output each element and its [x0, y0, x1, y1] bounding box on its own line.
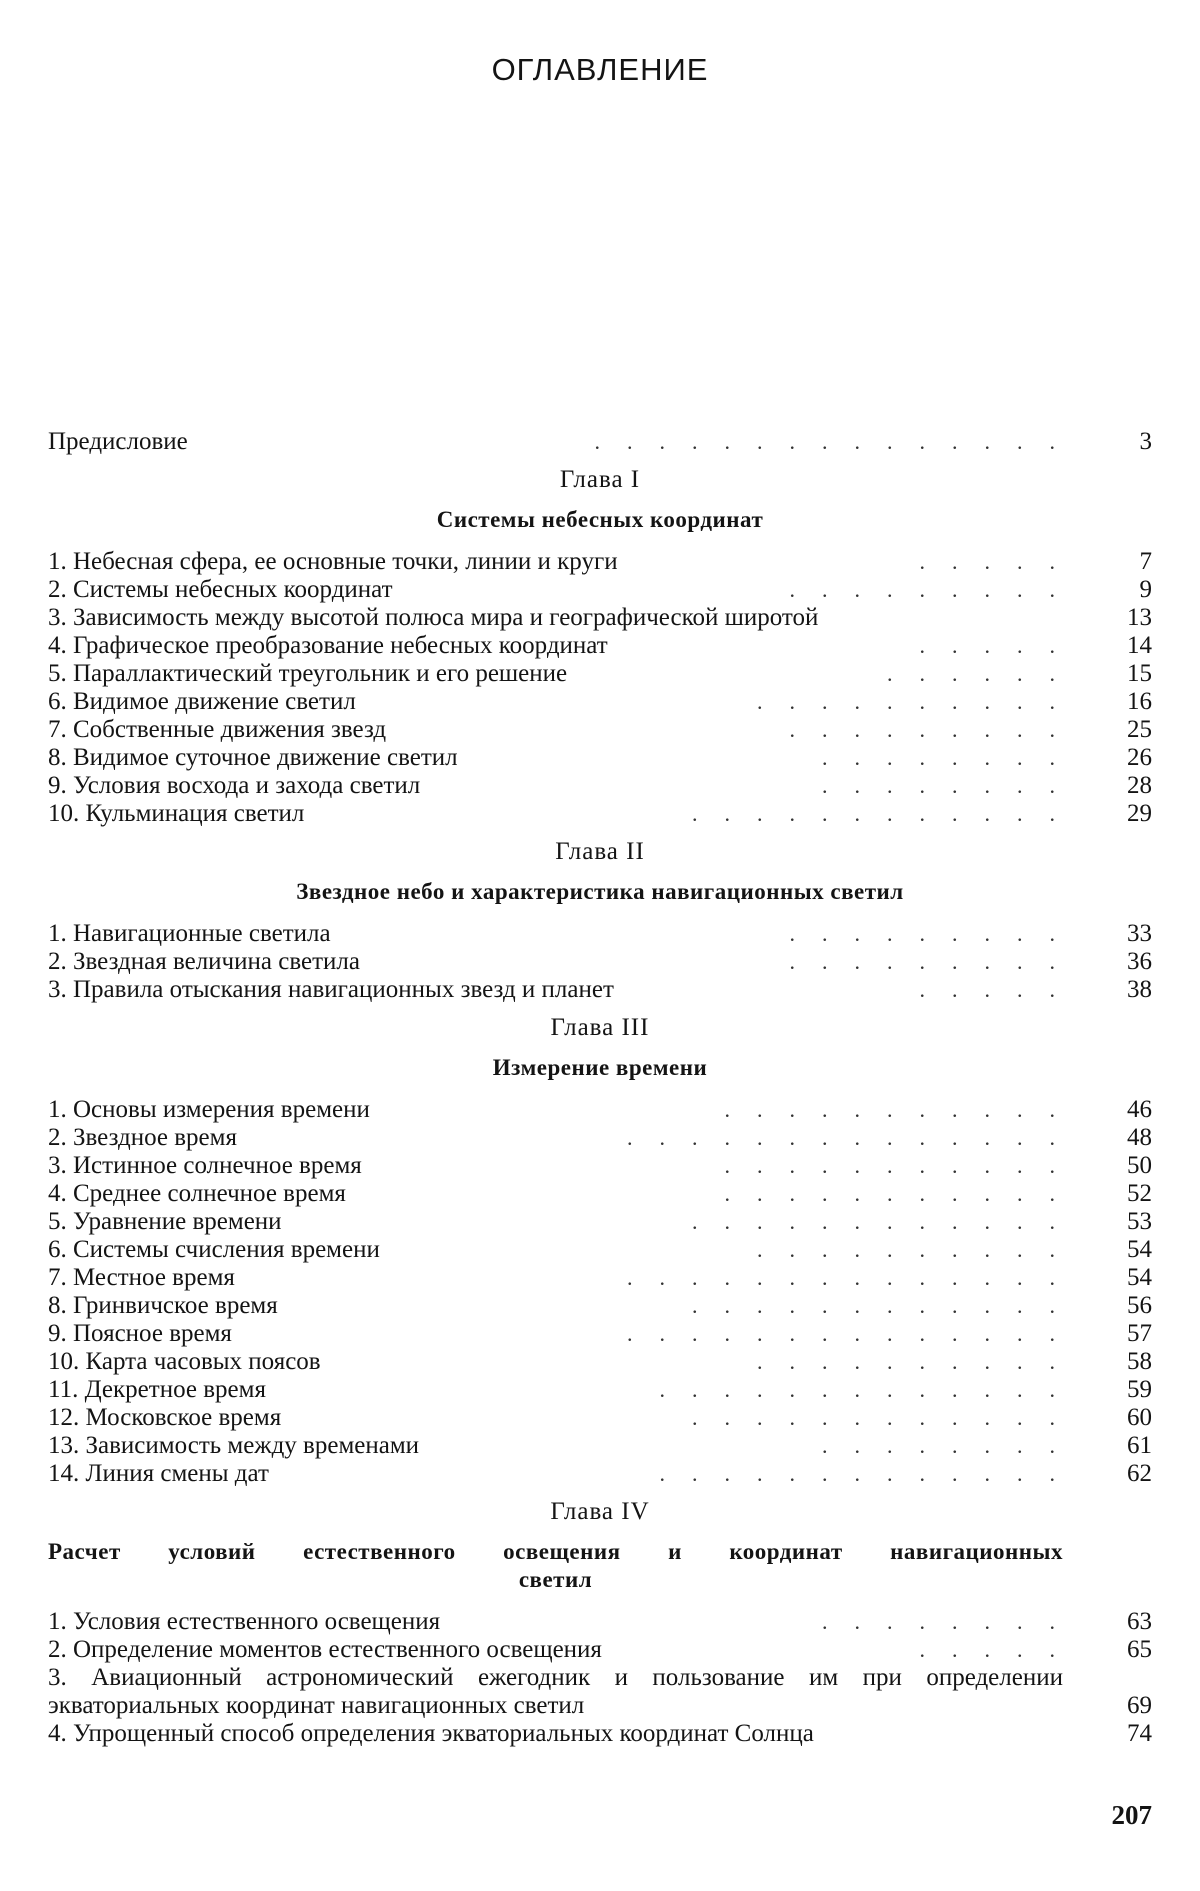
toc-entry: 10. Кульминация светил ............ 29: [48, 800, 1152, 827]
dot-leader: .....: [919, 1637, 1082, 1662]
dot-leader: ............: [692, 1405, 1082, 1430]
dot-leader: .....: [919, 549, 1082, 574]
chapter-title-1: Системы небесных координат: [436, 507, 764, 532]
toc-entry-label: Предисловие: [48, 428, 188, 455]
dot-leader: ........: [822, 1433, 1082, 1458]
toc-entry: 5. Параллактический треугольник и его решение ...... 15: [48, 660, 1152, 687]
page-title: ОГЛАВЛЕНИЕ: [491, 52, 709, 87]
dot-leader: ..........: [757, 1237, 1082, 1262]
dot-leader: .........: [789, 577, 1082, 602]
dot-leader: ........: [822, 773, 1082, 798]
toc-entry: 1. Навигационные светила ......... 33: [48, 920, 1152, 947]
toc-entry: 13. Зависимость между временами ........ 61: [48, 1432, 1152, 1459]
toc-entry: 3. Зависимость между высотой полюса мира и географической широтой 13: [48, 604, 1152, 631]
toc-entry: 4. Графическое преобразование небесных координат ..... 14: [48, 632, 1152, 659]
chapter-title-4-line2: светил: [518, 1567, 593, 1592]
toc-entry: 12. Московское время ............ 60: [48, 1404, 1152, 1431]
dot-leader: ........: [822, 1609, 1082, 1634]
dot-leader: ...........: [724, 1153, 1082, 1178]
chapter-title-3: Измерение времени: [492, 1055, 708, 1080]
dot-leader: ............: [692, 1209, 1082, 1234]
chapter-2-entries: [48, 920, 1152, 1004]
dot-leader: .........: [789, 717, 1082, 742]
dot-leader: .........: [789, 921, 1082, 946]
toc-entry: 3. Авиационный астрономический ежегодник и пользование им при определении экваториальных координат навигационных светил 69: [48, 1664, 1152, 1719]
chapter-1-entries: [48, 548, 1152, 828]
chapter-title-4-line1: Расчет условий естественного освещения и координат навигационных: [48, 1539, 1063, 1564]
toc-entry: 14. Линия смены дат ............. 62: [48, 1460, 1152, 1487]
chapter-4-entries: [48, 1608, 1152, 1748]
toc-entry: 6. Системы счисления времени .......... 54: [48, 1236, 1152, 1263]
toc-entry: 1. Небесная сфера, ее основные точки, линии и круги ..... 7: [48, 548, 1152, 575]
dot-leader: ..............: [627, 1265, 1082, 1290]
dot-leader: ......: [887, 661, 1082, 686]
toc-entry: 8. Гринвичское время ............ 56: [48, 1292, 1152, 1319]
toc-entry: 10. Карта часовых поясов .......... 58: [48, 1348, 1152, 1375]
chapter-label-2: Глава II: [555, 838, 645, 865]
dot-leader: .............: [659, 1377, 1082, 1402]
dot-leader: .........: [789, 949, 1082, 974]
toc-entry: 4. Упрощенный способ определения экваториальных координат Солнца 74: [48, 1720, 1152, 1747]
toc-entry: 4. Среднее солнечное время ........... 52: [48, 1180, 1152, 1207]
dot-leader: ..........: [757, 689, 1082, 714]
toc-entry: 2. Системы небесных координат ......... 9: [48, 576, 1152, 603]
toc-entry: 1. Условия естественного освещения ........ 63: [48, 1608, 1152, 1635]
toc-entry: 2. Звездное время .............. 48: [48, 1124, 1152, 1151]
chapter-label-4: Глава IV: [550, 1498, 650, 1525]
dot-leader: ............: [692, 801, 1082, 826]
toc-entry: 2. Звездная величина светила ......... 36: [48, 948, 1152, 975]
dot-leader: .....: [919, 977, 1082, 1002]
dot-leader: ..........: [757, 1349, 1082, 1374]
dot-leader: ...............: [594, 429, 1082, 454]
page-number: 207: [1111, 1800, 1152, 1830]
toc-body: [48, 428, 1152, 1748]
toc-entry: 9. Поясное время .............. 57: [48, 1320, 1152, 1347]
toc-entry-page: 3: [1139, 428, 1152, 455]
dot-leader: .....: [919, 633, 1082, 658]
toc-entry: 8. Видимое суточное движение светил ........ 26: [48, 744, 1152, 771]
toc-entry: 6. Видимое движение светил .......... 16: [48, 688, 1152, 715]
toc-entry: 7. Собственные движения звезд ......... 25: [48, 716, 1152, 743]
chapter-label-3: Глава III: [550, 1014, 650, 1041]
toc-entry: 9. Условия восхода и захода светил ........ 28: [48, 772, 1152, 799]
toc-entry: 1. Основы измерения времени ........... 46: [48, 1096, 1152, 1123]
dot-leader: ...........: [724, 1181, 1082, 1206]
chapter-3-entries: [48, 1096, 1152, 1488]
dot-leader: .............: [659, 1461, 1082, 1486]
toc-entry: 3. Истинное солнечное время ........... 50: [48, 1152, 1152, 1179]
dot-leader: ..............: [627, 1321, 1082, 1346]
chapter-title-2: Звездное небо и характеристика навигационных светил: [296, 879, 904, 904]
toc-entry: 3. Правила отыскания навигационных звезд и планет ..... 38: [48, 976, 1152, 1003]
dot-leader: ............: [692, 1293, 1082, 1318]
toc-entry-preface: [48, 428, 1152, 456]
dot-leader: ........: [822, 745, 1082, 770]
toc-entry: 2. Определение моментов естественного освещения ..... 65: [48, 1636, 1152, 1663]
dot-leader: ..............: [627, 1125, 1082, 1150]
toc-entry: 11. Декретное время ............. 59: [48, 1376, 1152, 1403]
toc-entry: 7. Местное время .............. 54: [48, 1264, 1152, 1291]
dot-leader: ...........: [724, 1097, 1082, 1122]
toc-entry: 5. Уравнение времени ............ 53: [48, 1208, 1152, 1235]
chapter-title-4: [48, 1538, 1152, 1594]
chapter-label-1: Глава I: [559, 466, 641, 493]
